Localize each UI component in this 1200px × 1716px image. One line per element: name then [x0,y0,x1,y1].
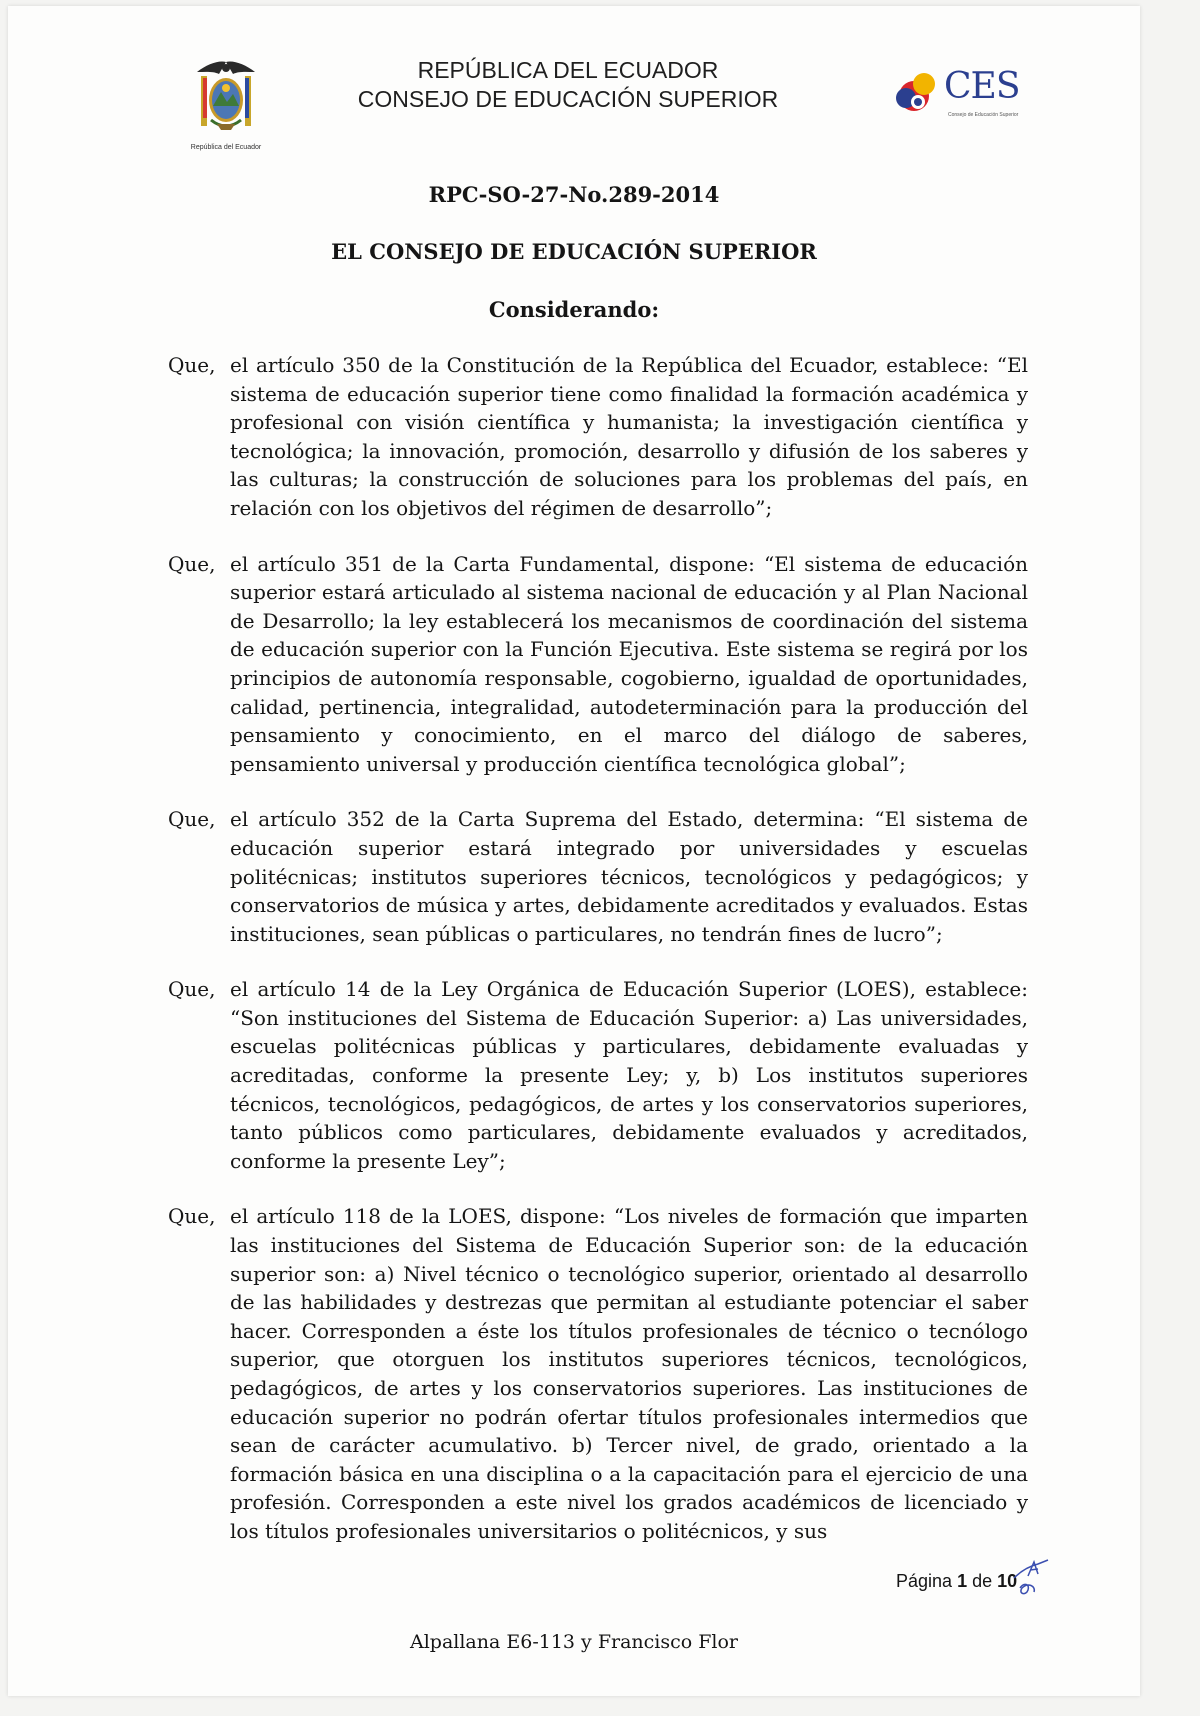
ces-logo-subtitle: Consejo de Educación Superior [948,112,1019,118]
council-title: EL CONSEJO DE EDUCACIÓN SUPERIOR [331,239,817,264]
coat-of-arms-icon [191,58,261,140]
clause-label: Que, [168,353,216,377]
page-number [896,1571,1017,1592]
clause-1 [158,351,1028,523]
clause-3 [158,805,1028,948]
ces-logo [888,62,1028,122]
clause-2 [158,550,1028,779]
header-line-1: REPÚBLICA DEL ECUADOR [417,57,719,83]
page-current: 1 [957,1571,968,1591]
ecuador-coat-of-arms [178,58,274,158]
clause-label: Que, [168,1204,216,1229]
resolution-number: RPC-SO-27-No.289-2014 [428,182,720,207]
crest-caption: República del Ecuador [190,144,262,151]
clause-text: el artículo 352 de la Carta Suprema del Estado, determina: “El sistema de educación superior estará integrado por universidades y escuelas politécnicas; institutos superiores técnicos, tecnológicos y pedagógicos; y conservatorios de música y artes, debidamente acreditados y evaluados. Estas instituciones, sean públicas o particulares, no tendrán fines de lucro”; [230,807,1028,946]
institution-name [308,56,828,114]
clause-text: el artículo 351 de la Carta Fundamental, dispone: “El sistema de educación superior estará articulado al sistema nacional de educación y al Plan Nacional de Desarrollo; la ley establecerá los mecanismos de coordinación del sistema de educación superior con la Función Ejecutiva. Este sistema se regirá por los principios de autonomía responsable, cogobierno, igualdad de oportunidades, calidad, pertinencia, integralidad, autodeterminación para la producción del pensamiento y conocimiento, en el marco del diálogo de saberes, pensamiento universal y producción científica tecnológica global”; [230,551,1028,776]
clause-text: el artículo 14 de la Ley Orgánica de Educación Superior (LOES), establece: “Son instituciones del Sistema de Educación Superior: a) Las universidades, escuelas politécnicas públicas y particulares, debidamente evaluadas y acreditadas, conforme la presente Ley; y, b) Los institutos superiores técnicos, tecnológicos, pedagógicos, de artes y los conservatorios superiores, tanto públicos como particulares, debidamente evaluados y acreditados, conforme la presente Ley”; [230,977,1028,1173]
section-heading: Considerando: [488,297,660,322]
office-address: Alpallana E6-113 y Francisco Flor [409,1631,739,1653]
considerations-list [158,351,1028,1573]
clause-5 [158,1202,1028,1545]
letterhead [8,56,1140,156]
clause-text: el artículo 350 de la Constitución de la República del Ecuador, establece: “El sistema de educación superior tiene como finalidad la formación académica y profesional con visión científica y humanista; la investigación científica y tecnológica; la innovación, promoción, desarrollo y difusión de los saberes y las culturas; la construcción de soluciones para los problemas del país, en relación con los objetivos del régimen de desarrollo”; [230,353,1028,520]
handwritten-initials-icon [1008,1548,1068,1598]
page-prefix: Página [896,1571,953,1591]
page-of: de [972,1571,993,1591]
ces-logo-icon [888,62,948,122]
document-page [8,6,1140,1696]
header-line-2: CONSEJO DE EDUCACIÓN SUPERIOR [357,86,779,112]
clause-label: Que, [168,551,216,576]
ces-logo-text: CES [944,66,1020,107]
clause-4 [158,975,1028,1175]
page-total: 10 [997,1571,1018,1591]
clause-label: Que, [168,807,216,832]
clause-text: el artículo 118 de la LOES, dispone: “Los niveles de formación que imparten las instituciones del Sistema de Educación Superior son: de la educación superior son: a) Nivel técnico o tecnológico superior, orientado al desarrollo de las habilidades y destrezas que permitan al estudiante potenciar el saber hacer. Corresponden a éste los títulos profesionales de técnico o tecnólogo superior, que otorguen los institutos superiores técnicos, tecnológicos, pedagógicos, de artes y los conservatorios superiores. Las instituciones de educación superior no podrán ofertar títulos profesionales intermedios que sean de carácter acumulativo. b) Tercer nivel, de grado, orientado a la formación básica en una disciplina o a la capacitación para el ejercicio de una profesión. Corresponden a este nivel los grados académicos de licenciado y los títulos profesionales universitarios o politécnicos, y sus [230,1204,1028,1543]
clause-label: Que, [168,977,216,1002]
